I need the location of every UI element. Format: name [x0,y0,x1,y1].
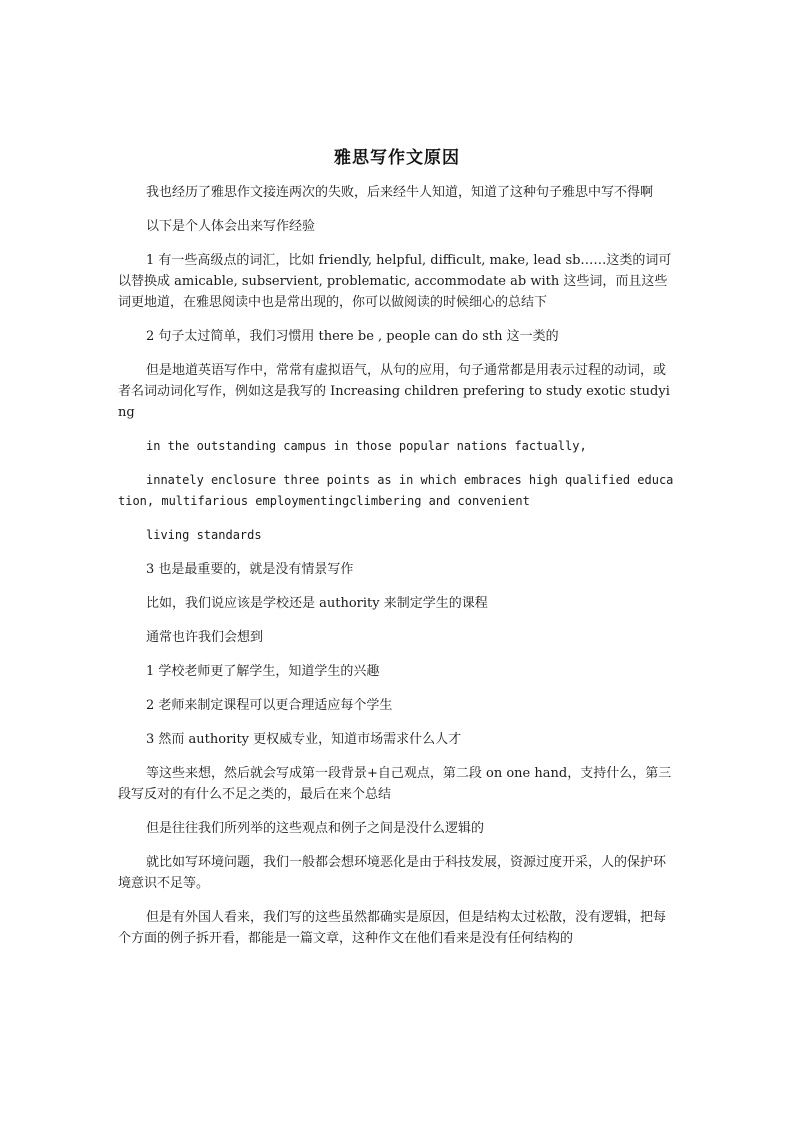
paragraph: 1 有一些高级点的词汇，比如 friendly, helpful, difficult, make, lead sb……这类的词可以替换成 amicable, subservient, problematic, accommodate ab with 这些词，而且这些词更地道，在雅思阅读中也是常出现的，你可以做阅读的时候细心的总结下 [118,253,672,310]
document-title: 雅思写作文原因 [334,148,460,168]
paragraph: 就比如写环境问题，我们一般都会想环境恶化是由于科技发展，资源过度开采，人的保护环境意识不足等。 [118,855,667,891]
paragraph: 1 学校老师更了解学生，知道学生的兴趣 [146,664,380,679]
paragraph: 2 句子太过简单，我们习惯用 there be , people can do sth 这一类的 [146,329,559,344]
paragraph: living standards [146,528,262,542]
paragraph: 比如，我们说应该是学校还是 authority 来制定学生的课程 [146,596,488,611]
document-body [118,182,678,962]
paragraph: innately enclosure three points as in which embraces high qualified education, multifarious employmentingclimbering and convenient [118,473,674,508]
paragraph: in the outstanding campus in those popular nations factually, [146,439,587,453]
paragraph: 等这些来想，然后就会写成第一段背景+自己观点，第二段 on one hand，支持什么，第三段写反对的有什么不足之类的，最后在来个总结 [118,766,672,802]
paragraph: 3 然而 authority 更权威专业，知道市场需求什么人才 [146,732,462,747]
paragraph: 3 也是最重要的，就是没有情景写作 [146,562,354,577]
paragraph: 2 老师来制定课程可以更合理适应每个学生 [146,698,393,713]
paragraph: 我也经历了雅思作文接连两次的失败，后来经牛人知道，知道了这种句子雅思中写不得啊 [146,185,654,200]
paragraph: 但是往往我们所列举的这些观点和例子之间是没什么逻辑的 [146,821,485,836]
paragraph: 但是有外国人看来，我们写的这些虽然都确实是原因，但是结构太过松散，没有逻辑，把每个方面的例子拆开看，都能是一篇文章，这种作文在他们看来是没有任何结构的 [118,910,667,946]
paragraph: 以下是个人体会出来写作经验 [146,219,316,234]
paragraph: 但是地道英语写作中，常常有虚拟语气，从句的应用，句子通常都是用表示过程的动词，或者名词动词化写作，例如这是我写的 Increasing children prefering to study exotic studying [118,363,670,420]
paragraph: 通常也许我们会想到 [146,630,264,645]
